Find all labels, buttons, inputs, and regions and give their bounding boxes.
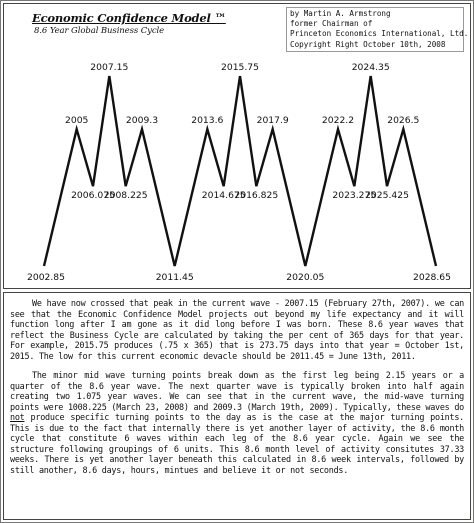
credit-line: by Martin A. Armstrong (290, 9, 391, 18)
turning-point-label: 2028.65 (413, 272, 451, 283)
turning-point-label: 2006.075 (71, 190, 115, 202)
turning-point-label: 2011.45 (155, 272, 194, 283)
turning-point-label: 2009.3 (125, 115, 159, 127)
turning-point-label: 2007.15 (90, 62, 129, 73)
credit-line: Princeton Economics International, Ltd. (290, 29, 469, 39)
chart-panel (3, 3, 471, 289)
emphasis-not: not (10, 412, 25, 422)
turning-point-label: 2023.275 (332, 190, 377, 202)
cycle-chart (4, 4, 470, 288)
turning-point-label: 2024.35 (351, 62, 390, 73)
turning-point-label: 2014.675 (201, 190, 246, 202)
paragraph-1: We have now crossed that peak in the current wave - 2007.15 (February 27th, 2007). we can see that the Economic Confidence Model projects out beyond my life expectancy and it will function long after I am gone as it did long before I was born. These 8.6 year waves that reflect the Business Cycle are calculated by taking the per cent of 365 days for that year. For example, 2015.75 produces (.75 x 365) that is 273.75 days into that year = October 1st, 2015. The low for this current economic devacle should be 2011.45 = June 13th, 2011. (10, 298, 464, 361)
turning-point-label: 2026.5 (387, 115, 420, 127)
turning-point-label: 2020.05 (286, 272, 325, 283)
paragraph-2-part-2: produce specific turning points to the day as is the case at the major turning points. This is due to the fact that internally there is yet another layer of activity, the 8.6 month cycle that constitute 6 waves within each leg of the 8.6 year cycle. Again we see the structure following groupings of 6 units. This 8.6 month level of activity consitutes 37.33 weeks. There is yet another layer beneath this calculated in 8.6 week intervals, followed by still another, 8.6 days, hours, mintues and believe it or not seconds. (10, 412, 464, 475)
turning-point-label: 2005 (65, 115, 89, 127)
turning-point-label: 2025.425 (365, 190, 409, 202)
turning-point-label: 2016.825 (234, 190, 279, 202)
turning-point-label: 2022.2 (321, 115, 355, 127)
chart-title: Economic Confidence Model ™ (32, 11, 226, 25)
cycle-line (44, 76, 436, 266)
article-text (3, 292, 471, 520)
paragraph-2 (10, 370, 464, 475)
turning-point-label: 2013.6 (191, 115, 224, 127)
paragraph-2-part-1: The minor mid wave turning points break down as the first leg being 2.15 years or a quarter of the 8.6 year wave. The next quarter wave is typically broken into half again creating two 1.075 year waves. We can see that in the current wave, the mid-wave turning points were 1008.225 (March 23, 2008) and 2009.3 (March 19th, 2009). Typically, these waves do (10, 370, 465, 412)
turning-point-label: 2002.85 (27, 272, 65, 283)
turning-point-label: 2015.75 (221, 62, 259, 73)
turning-point-label: 2008.225 (103, 190, 148, 202)
chart-subtitle: 8.6 Year Global Business Cycle (34, 26, 165, 36)
turning-point-label: 2017.9 (256, 115, 289, 127)
credit-line: Copyright Right October 10th, 2008 (290, 39, 446, 49)
credit-line: former Chairman of (290, 19, 373, 29)
